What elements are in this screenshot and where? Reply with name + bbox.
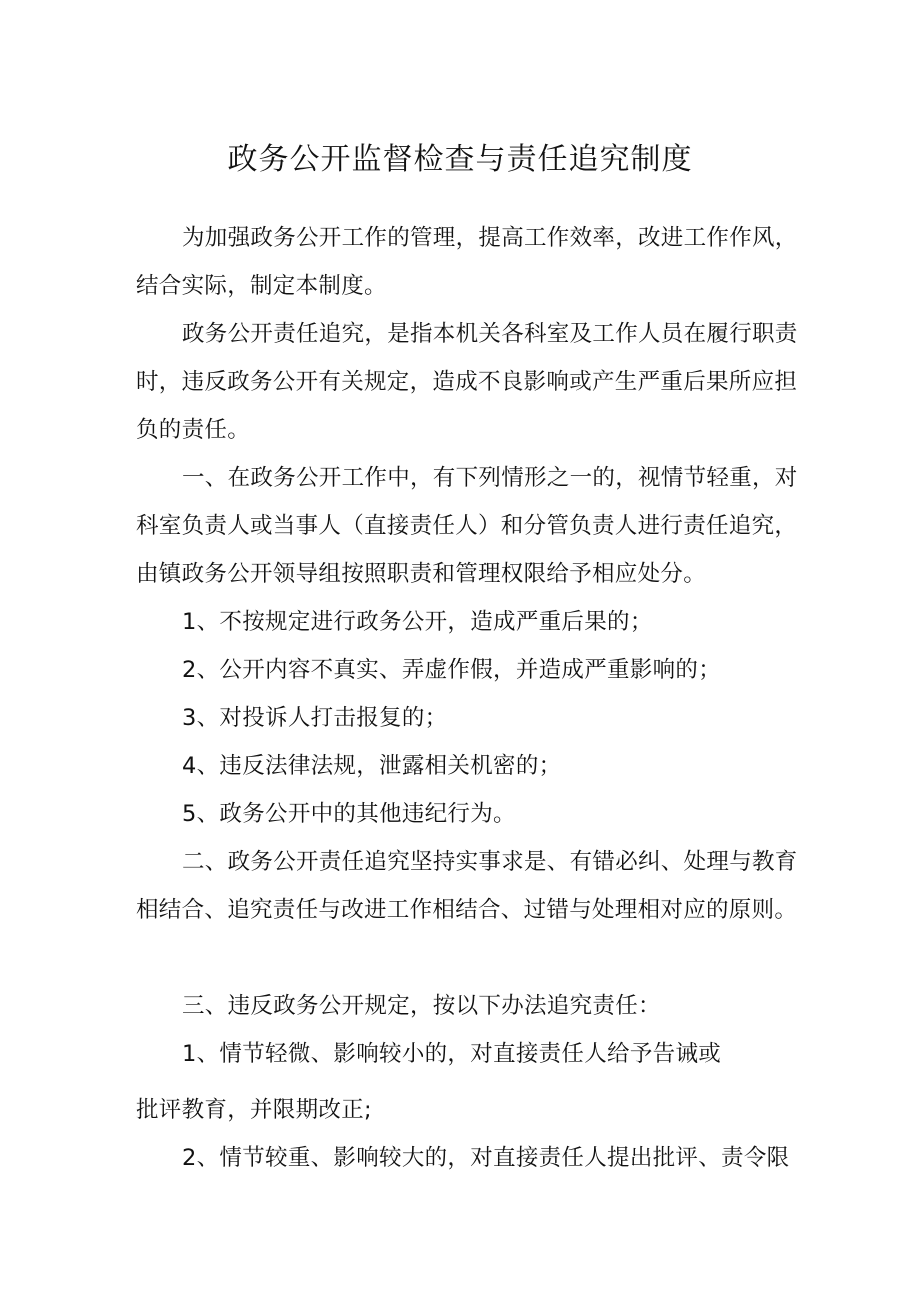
paragraph-section-two: 二、政务公开责任追究坚持实事求是、有错必纠、处理与教育相结合、追究责任与改进工作相结合、过错与处理相对应的原则。	[136, 849, 798, 923]
list-item-2: 2、公开内容不真实、弄虚作假，并造成严重影响的；	[182, 657, 722, 683]
paragraph-section-one: 一、在政务公开工作中，有下列情形之一的，视情节轻重，对科室负责人或当事人（直接责任人）和分管负责人进行责任追究，由镇政务公开领导组按照职责和管理权限给予相应处分。	[136, 465, 798, 587]
list-item-penalty-2: 2、情节较重、影响较大的，对直接责任人提出批评、责令限	[182, 1145, 790, 1171]
list-item-3: 3、对投诉人打击报复的；	[182, 705, 448, 731]
paragraph-section-three: 三、违反政务公开规定，按以下办法追究责任：	[182, 993, 661, 1019]
list-item-penalty-1: 1、情节轻微、影响较小的，对直接责任人给予告诫或	[182, 1041, 722, 1067]
paragraph-purpose: 为加强政务公开工作的管理，提高工作效率，改进工作作风，结合实际，制定本制度。	[136, 225, 798, 299]
list-item-4: 4、违反法律法规，泄露相关机密的；	[182, 753, 562, 779]
paragraph-definition: 政务公开责任追究，是指本机关各科室及工作人员在履行职责时，违反政务公开有关规定，造成不良影响或产生严重后果所应担负的责任。	[136, 321, 798, 443]
document-title: 政务公开监督检查与责任追究制度	[227, 142, 693, 177]
list-item-penalty-1-continued: 批评教育，并限期改正;	[136, 1097, 372, 1123]
list-item-5: 5、政务公开中的其他违纪行为。	[182, 801, 516, 827]
list-item-1: 1、不按规定进行政务公开，造成严重后果的；	[182, 609, 653, 635]
